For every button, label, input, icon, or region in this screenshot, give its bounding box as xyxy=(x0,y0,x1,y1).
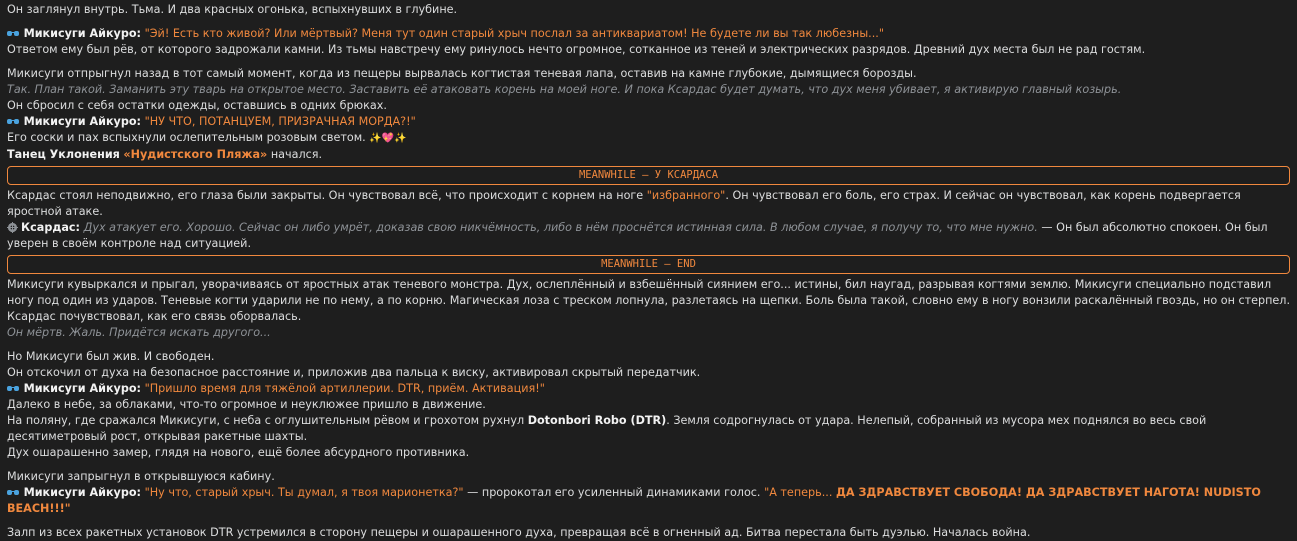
speaker-name: Микисуги Айкуро: xyxy=(23,486,142,499)
narration-text: На поляну, где сражался Микисуги, с неба с оглушительным рёвом и грохотом рухнул xyxy=(7,414,525,427)
sunglasses-icon xyxy=(7,485,20,501)
narration-line xyxy=(7,147,1290,163)
narration-text: начался. xyxy=(270,148,323,161)
robot-name: Dotonbori Robo (DTR) xyxy=(527,414,667,427)
meanwhile-end-banner: MEANWHILE — END xyxy=(7,255,1290,274)
heart-icon: 💖 xyxy=(381,133,395,144)
narration-line: Ксардас почувствовал, как его связь оборвалась. xyxy=(7,310,302,323)
dialogue-line xyxy=(7,26,1290,42)
thought-line: Он мёртв. Жаль. Придётся искать другого... xyxy=(7,326,271,339)
speaker-name: Ксардас: xyxy=(21,221,81,234)
narration-line: Микисуги запрыгнул в открывшуюся кабину. xyxy=(7,470,275,483)
speaker-name: Микисуги Айкуро: xyxy=(23,27,142,40)
dialogue-quote: "А теперь... xyxy=(764,486,833,499)
meanwhile-banner: MEANWHILE — У КСАРДАСА xyxy=(7,166,1290,185)
dialogue-line xyxy=(7,220,1290,252)
dance-name: Танец Уклонения xyxy=(7,148,120,161)
dialogue-quote: "Пришло время для тяжёлой артиллерии. DTR, приём. Активация!" xyxy=(144,382,545,395)
narration-line: Микисуги кувыркался и прыгал, уворачиваясь от яростных атак теневого монстра. Дух, ослеплённый и взбешённый сиянием его... истины, бил наугад, разрывая когтями землю. Микисуги специально подставил ногу под один из ударов. Теневые когти ударили не по нему, а по корню. Магическая лоза с треском лопнула, разлетаясь на щепки. Боль была такой, словно ему в ногу вонзили раскалённый гвоздь, но он стерпел. xyxy=(7,278,1291,307)
highlight-word: "избранного" xyxy=(646,189,726,202)
narration-line: Дух ошарашенно замер, глядя на нового, ещё более абсурдного противника. xyxy=(7,446,470,459)
dance-name-highlight: «Нудистского Пляжа» xyxy=(123,148,268,161)
dialogue-quote-shout: ДА ЗДРАВСТВУЕТ СВОБОДА! ДА ЗДРАВСТВУЕТ НАГОТА! NUDISTO BEACH!!!" xyxy=(7,486,1261,515)
dialogue-quote: "НУ ЧТО, ПОТАНЦУЕМ, ПРИЗРАЧНАЯ МОРДА?!" xyxy=(144,115,416,128)
gear-icon xyxy=(7,220,19,236)
sunglasses-icon xyxy=(7,114,20,130)
narration-text: Ксардас стоял неподвижно, его глаза были закрыты. Он чувствовал всё, что происходит с корнем на ноге xyxy=(7,189,644,202)
narration-line: Микисуги отпрыгнул назад в тот самый момент, когда из пещеры вырвалась когтистая теневая лапа, оставив на камне глубокие, дымящиеся борозды. xyxy=(7,67,917,80)
dialogue-line xyxy=(7,381,1290,397)
narration-line: Далеко в небе, за облаками, что-то огромное и неуклюжее пришло в движение. xyxy=(7,398,486,411)
narration-line: Залп из всех ракетных установок DTR устремился в сторону пещеры и ошарашенного духа, превращая всё в огненный ад. Битва перестала быть дуэлью. Началась война. xyxy=(7,526,1031,539)
narration-text: — Он был абсолютно спокоен. Он был уверен в своём контроле над ситуацией. xyxy=(7,221,1268,250)
narration-text: . Земля содрогнулась от удара. Нелепый, собранный из мусора мех поднялся во весь свой десятиметровый рост, открывая ракетные шахты. xyxy=(7,414,1207,443)
thought-text: Дух атакует его. Хорошо. Сейчас он либо умрёт, доказав свою никчёмность, либо в нём проснётся истинная сила. В любом случае, я получу то, что мне нужно. xyxy=(83,221,1038,234)
narration-line: Ответом ему был рёв, от которого задрожали камни. Из тьмы навстречу ему ринулось нечто огромное, сотканное из теней и электрических разрядов. Древний дух места был не рад гостям. xyxy=(7,43,1146,56)
dialogue-quote: "Ну что, старый хрыч. Ты думал, я твоя марионетка?" xyxy=(144,486,464,499)
dialogue-line xyxy=(7,485,1290,517)
dialogue-quote: "Эй! Есть кто живой? Или мёртвый? Меня тут один старый хрыч послал за антиквариатом! Не будете ли вы так любезны..." xyxy=(144,27,885,40)
dialogue-line xyxy=(7,114,1290,130)
narration-line xyxy=(7,130,1290,147)
narration-line: Он отскочил от духа на безопасное расстояние и, приложив два пальца к виску, активировал скрытый передатчик. xyxy=(7,366,701,379)
sunglasses-icon xyxy=(7,26,20,42)
sparkle-icon: ✨ xyxy=(369,133,382,144)
sparkle-icon: ✨ xyxy=(394,133,407,144)
narration-text: . Он чувствовал его боль, его страх. И сейчас он чувствовал, как корень подвергается яростной атаке. xyxy=(7,189,1241,218)
narration-line xyxy=(7,188,1290,220)
narration-text: Его соски и пах вспыхнули ослепительным розовым светом. xyxy=(7,131,366,144)
speaker-name: Микисуги Айкуро: xyxy=(23,115,142,128)
narration-line: Но Микисуги был жив. И свободен. xyxy=(7,350,215,363)
thought-line: Так. План такой. Заманить эту тварь на открытое место. Заставить её атаковать корень на моей ноге. И пока Ксардас будет думать, что дух меня убивает, я активирую главный козырь. xyxy=(7,83,1122,96)
narration-line: Он сбросил с себя остатки одежды, оставшись в одних брюках. xyxy=(7,99,387,112)
narration-line xyxy=(7,413,1290,445)
sunglasses-icon xyxy=(7,381,20,397)
narration-line: Он заглянул внутрь. Тьма. И два красных огонька, вспыхнувших в глубине. xyxy=(7,3,458,16)
narration-text: — пророкотал его усиленный динамиками голос. xyxy=(467,486,761,499)
speaker-name: Микисуги Айкуро: xyxy=(23,382,142,395)
